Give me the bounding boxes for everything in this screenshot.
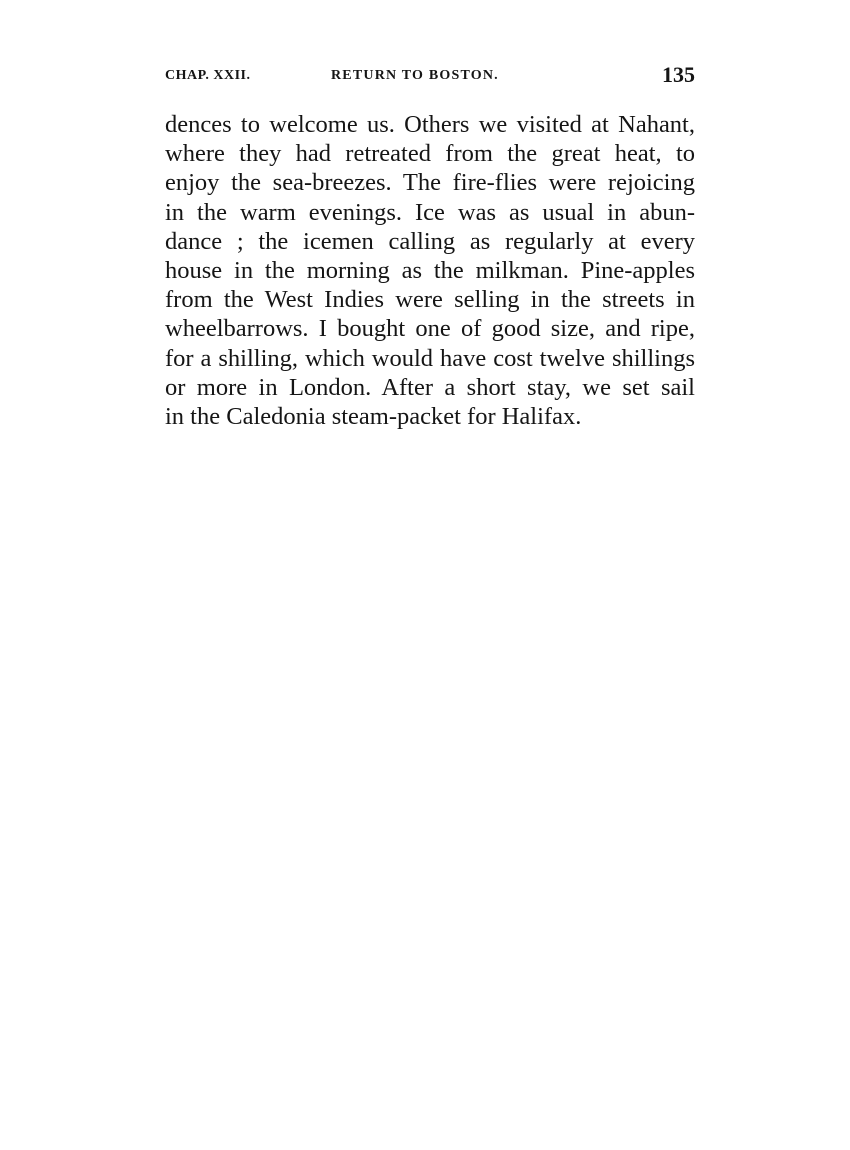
chapter-label: CHAP. XXII. xyxy=(165,68,251,83)
text-line: from the West Indies were selling in the streets in xyxy=(165,286,695,314)
text-line: in the Caledonia steam-packet for Halifax. xyxy=(165,402,582,430)
text-line: or more in London. After a short stay, we set sail xyxy=(165,373,695,401)
text-line: for a shilling, which would have cost twelve shillings xyxy=(165,344,695,372)
text-line: where they had retreated from the great heat, to xyxy=(165,140,695,168)
text-line: wheelbarrows. I bought one of good size, and ripe, xyxy=(165,315,695,343)
text-line: house in the morning as the milkman. Pine-apples xyxy=(165,256,695,284)
running-title: RETURN TO BOSTON. xyxy=(331,68,499,83)
body-paragraph xyxy=(165,110,695,431)
text-line: enjoy the sea-breezes. The fire-flies were rejoicing xyxy=(165,169,695,197)
running-head xyxy=(165,62,695,90)
text-line: dences to welcome us. Others we visited at Nahant, xyxy=(165,111,695,138)
text-line: in the warm evenings. Ice was as usual in abun- xyxy=(165,198,695,226)
page-number: 135 xyxy=(662,62,695,87)
text-line: dance ; the icemen calling as regularly at every xyxy=(165,227,695,255)
